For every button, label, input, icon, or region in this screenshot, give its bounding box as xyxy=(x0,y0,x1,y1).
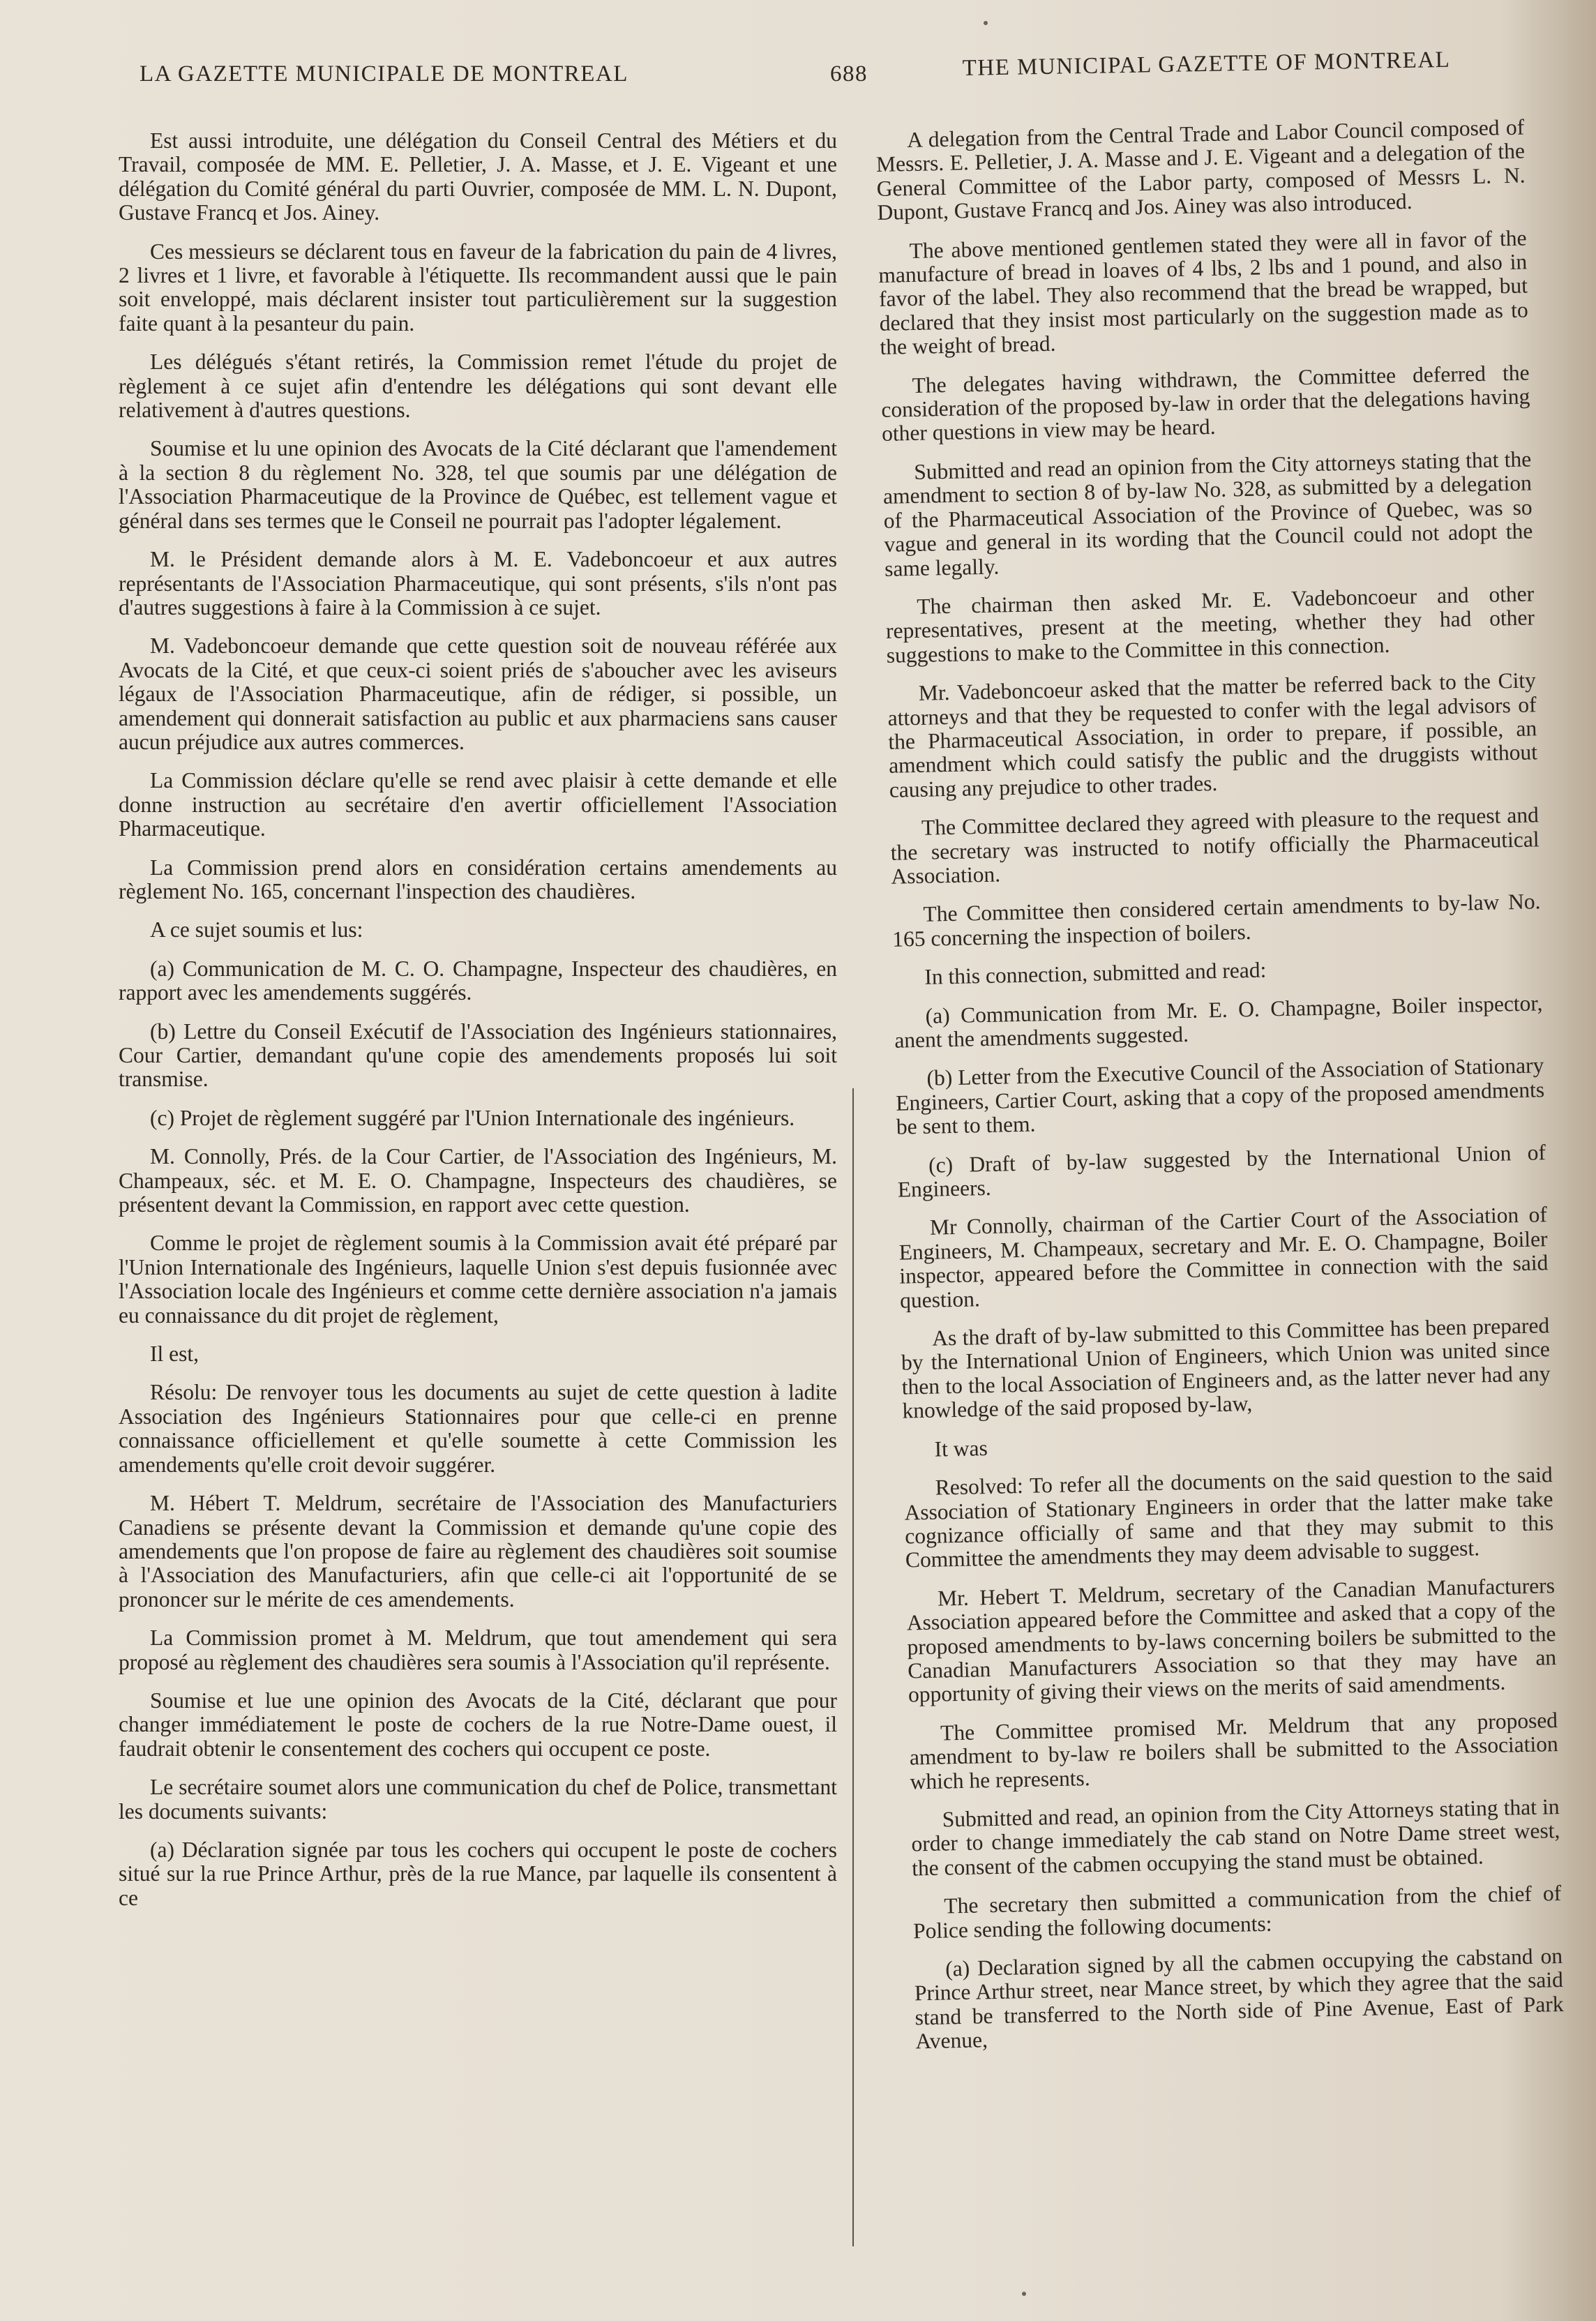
paragraph: Mr. Hebert T. Meldrum, secretary of the Canadian Manufacturers Association appeared before the Committee and asked that a copy of the proposed amendments to by-laws concerning boilers be submitted to the Canadian Manufacturers Association so that they may have an opportunity of giving their views on the merits of said amendments. xyxy=(906,1572,1557,1707)
paragraph: The Committee then considered certain amendments to by-law No. 165 concerning the inspection of boilers. xyxy=(891,889,1541,952)
paragraph: (c) Projet de règlement suggéré par l'Union Internationale des ingénieurs. xyxy=(150,1105,795,1130)
paragraph: (a) Communication from Mr. E. O. Champagne, Boiler inspector, anent the amendments suggested. xyxy=(894,990,1543,1053)
paragraph: Submitted and read, an opinion from the City Attorneys stating that in order to change immediately the cab stand on Notre Dame street west, the consent of the cabmen occupying the stand must be obtained. xyxy=(911,1794,1560,1881)
paragraph: La Commission déclare qu'elle se rend avec plaisir à cette demande et elle donne instruction au secrétaire d'en avertir officiellement l'Association Pharmaceutique. xyxy=(119,768,837,841)
paragraph: (c) Draft of by-law suggested by the International Union of Engineers. xyxy=(897,1139,1546,1202)
paragraph: (a) Déclaration signée par tous les cochers qui occupent le poste de cochers situé sur la rue Prince Arthur, près de la rue Mance, par laquelle ils consentent à ce xyxy=(119,1837,837,1910)
paragraph: Comme le projet de règlement soumis à la Commission avait été préparé par l'Union Internationale des Ingénieurs, laquelle Union s'est depuis fusionnée avec l'Association locale des Ingénieurs et comme cette dernière association n'a jamais eu connaissance du dit projet de règlement, xyxy=(119,1231,837,1328)
paragraph: A delegation from the Central Trade and Labor Council composed of Messrs. E. Pelletier, J. A. Masse and J. E. Vigeant and a delegation of the General Committee of the Labor party, composed of Messrs L. N. Dupont, Gustave Francq and Jos. Ainey was also introduced. xyxy=(875,114,1526,225)
french-column xyxy=(119,129,837,1925)
paragraph: Mr Connolly, chairman of the Cartier Court of the Association of Engineers, M. Champeaux, secretary and Mr. E. O. Champagne, Boiler inspector, appeared before the Committee in connection with the said question. xyxy=(898,1202,1549,1313)
paragraph: The Committee promised Mr. Meldrum that any proposed amendment to by-law re boilers shall be submitted to the Association which he represents. xyxy=(909,1707,1559,1794)
paragraph: M. le Président demande alors à M. E. Vadeboncoeur et aux autres représentants de l'Association Pharmaceutique, qui sont présents, s'ils n'ont pas d'autres suggestions à faire à la Commission à ce sujet. xyxy=(119,547,837,619)
paragraph: Résolu: De renvoyer tous les documents au sujet de cette question à ladite Association des Ingénieurs Stationnaires pour que celle-ci en prenne connaissance officiellement et qu'elle soumette à cette Commission les amendements qu'elle croit devoir suggérer. xyxy=(119,1380,837,1477)
paragraph: The Committee declared they agreed with pleasure to the request and the secretary was instructed to notify officially the Pharmaceutical Association. xyxy=(890,802,1539,889)
paragraph: M. Vadeboncoeur demande que cette question soit de nouveau référée aux Avocats de la Cité, et que ceux-ci soient priés de s'aboucher avec les aviseurs légaux de l'Association Pharmaceutique, afin de rédiger, si possible, un amendement qui donnerait satisfaction au public et aux pharmaciens sans causer aucun préjudice aux autres commerces. xyxy=(119,633,837,754)
paragraph: Submitted and read an opinion from the City attorneys stating that the amendment to section 8 of by-law No. 328, as submitted by a delegation of the Pharmaceutical Association of the Province of Quebec, was so vague and general in its wording that the Council could not adopt the same legally. xyxy=(882,446,1533,581)
paragraph: The chairman then asked Mr. E. Vadeboncoeur and other representatives, present at the meeting, whether they had other suggestions to make to the Committee in this connection. xyxy=(885,581,1535,668)
header-french-title: LA GAZETTE MUNICIPALE DE MONTREAL xyxy=(140,61,628,87)
paragraph: Mr. Vadeboncoeur asked that the matter be referred back to the City attorneys and that they be requested to confer with the legal advisors of the Pharmaceutical Association, in order to prepare, if possible, an amendment which could satisfy the public and the druggists without causing any prejudice to other trades. xyxy=(887,668,1538,802)
paragraph: The delegates having withdrawn, the Committee deferred the consideration of the proposed by-law in order that the delegations having other questions in view may be heard. xyxy=(881,360,1530,446)
print-speck xyxy=(984,21,988,25)
header-english-title: THE MUNICIPAL GAZETTE OF MONTREAL xyxy=(962,47,1451,82)
paragraph: Il est, xyxy=(150,1342,199,1367)
paragraph: (a) Declaration signed by all the cabmen occupying the cabstand on Prince Arthur street, near Mance street, by which they agree that the said stand be transferred to the North side of Pine Avenue, East of Park Avenue, xyxy=(914,1943,1564,2054)
paragraph: (b) Letter from the Executive Council of the Association of Stationary Engineers, Cartier Court, asking that a copy of the proposed amendments be sent to them. xyxy=(895,1053,1545,1139)
paragraph: Soumise et lu une opinion des Avocats de la Cité déclarant que l'amendement à la section 8 du règlement No. 328, tel que soumis par une délégation de l'Association Pharmaceutique de la Province de Québec, est tellement vague et général dans ses termes que le Conseil ne pourrait pas l'adopter légalement. xyxy=(119,436,837,533)
paragraph: (b) Lettre du Conseil Exécutif de l'Association des Ingénieurs stationnaires, Cour Cartier, demandant qu'une copie des amendements proposés lui soit transmise. xyxy=(119,1019,837,1092)
paragraph: Les délégués s'étant retirés, la Commission remet l'étude du projet de règlement à ce sujet afin d'entendre les délégations qui sont devant elle relativement à d'autres questions. xyxy=(119,350,837,423)
paragraph: In this connection, submitted and read: xyxy=(924,957,1267,989)
paragraph: The secretary then submitted a communication from the chief of Police sending the following documents: xyxy=(912,1881,1562,1944)
paragraph: Ces messieurs se déclarent tous en faveur de la fabrication du pain de 4 livres, 2 livres et 1 livre, et favorable à l'étiquette. Ils recommandent aussi que le pain soit enveloppé, mais déclarent insister tout particulièrement sur la suggestion faite quant à la pesanteur du pain. xyxy=(119,239,837,336)
paragraph: La Commission prend alors en considération certains amendements au règlement No. 165, concernant l'inspection des chaudières. xyxy=(119,855,837,903)
paragraph: A ce sujet soumis et lus: xyxy=(150,917,363,942)
print-speck xyxy=(1022,2292,1026,2296)
paragraph: Resolved: To refer all the documents on the said question to the said Association of Stationary Engineers in order that the latter make take cognizance officially of same and that they may submit to this Committee the amendments they may deem advisable to suggest. xyxy=(904,1462,1554,1572)
paragraph: Est aussi introduite, une délégation du Conseil Central des Métiers et du Travail, composée de MM. E. Pelletier, J. A. Masse, et J. E. Vigeant et une délégation du Comité général du parti Ouvrier, composée de MM. L. N. Dupont, Gustave Francq et Jos. Ainey. xyxy=(119,128,837,225)
paragraph: As the draft of by-law submitted to this Committee has been prepared by the International Union of Engineers, which Union was united since then to the local Association of Engineers and, as the latter never had any knowledge of the said proposed by-law, xyxy=(901,1313,1551,1423)
page-number: 688 xyxy=(830,61,868,87)
paragraph: M. Connolly, Prés. de la Cour Cartier, de l'Association des Ingénieurs, M. Champeaux, séc. et M. E. O. Champagne, Inspecteurs des chaudières, se présentent devant la Commission, en rapport avec cette question. xyxy=(119,1144,837,1217)
paragraph: M. Hébert T. Meldrum, secrétaire de l'Association des Manufacturiers Canadiens se présente devant la Commission et demande qu'une copie des amendements que l'on propose de faire au règlement des chaudières soit soumise à l'Association des Manufacturiers, afin que celle-ci ait l'opportunité de se prononcer sur le mérite de ces amendements. xyxy=(119,1491,837,1612)
column-divider xyxy=(852,1088,854,2246)
paragraph: Le secrétaire soumet alors une communication du chef de Police, transmettant les documents suivants: xyxy=(119,1775,837,1824)
paragraph: It was xyxy=(934,1435,988,1462)
english-column xyxy=(875,116,1565,2068)
paragraph: La Commission promet à M. Meldrum, que tout amendement qui sera proposé au règlement des chaudières sera soumis à l'Association qu'il représente. xyxy=(119,1625,837,1674)
paragraph: (a) Communication de M. C. O. Champagne, Inspecteur des chaudières, en rapport avec les amendements suggérés. xyxy=(119,956,837,1005)
paragraph: Soumise et lue une opinion des Avocats de la Cité, déclarant que pour changer immédiatement le poste de cochers de la rue Notre-Dame ouest, il faudrait obtenir le consentement des cochers qui occupent ce poste. xyxy=(119,1688,837,1761)
page-header xyxy=(140,49,1528,91)
paragraph: The above mentioned gentlemen stated they were all in favor of the manufacture of bread in loaves of 4 lbs, 2 lbs and 1 pound, and also in favor of the label. They also recommend that the bread be wrapped, but declared that they insist most particularly on the suggestion made as to the weight of bread. xyxy=(878,225,1528,360)
